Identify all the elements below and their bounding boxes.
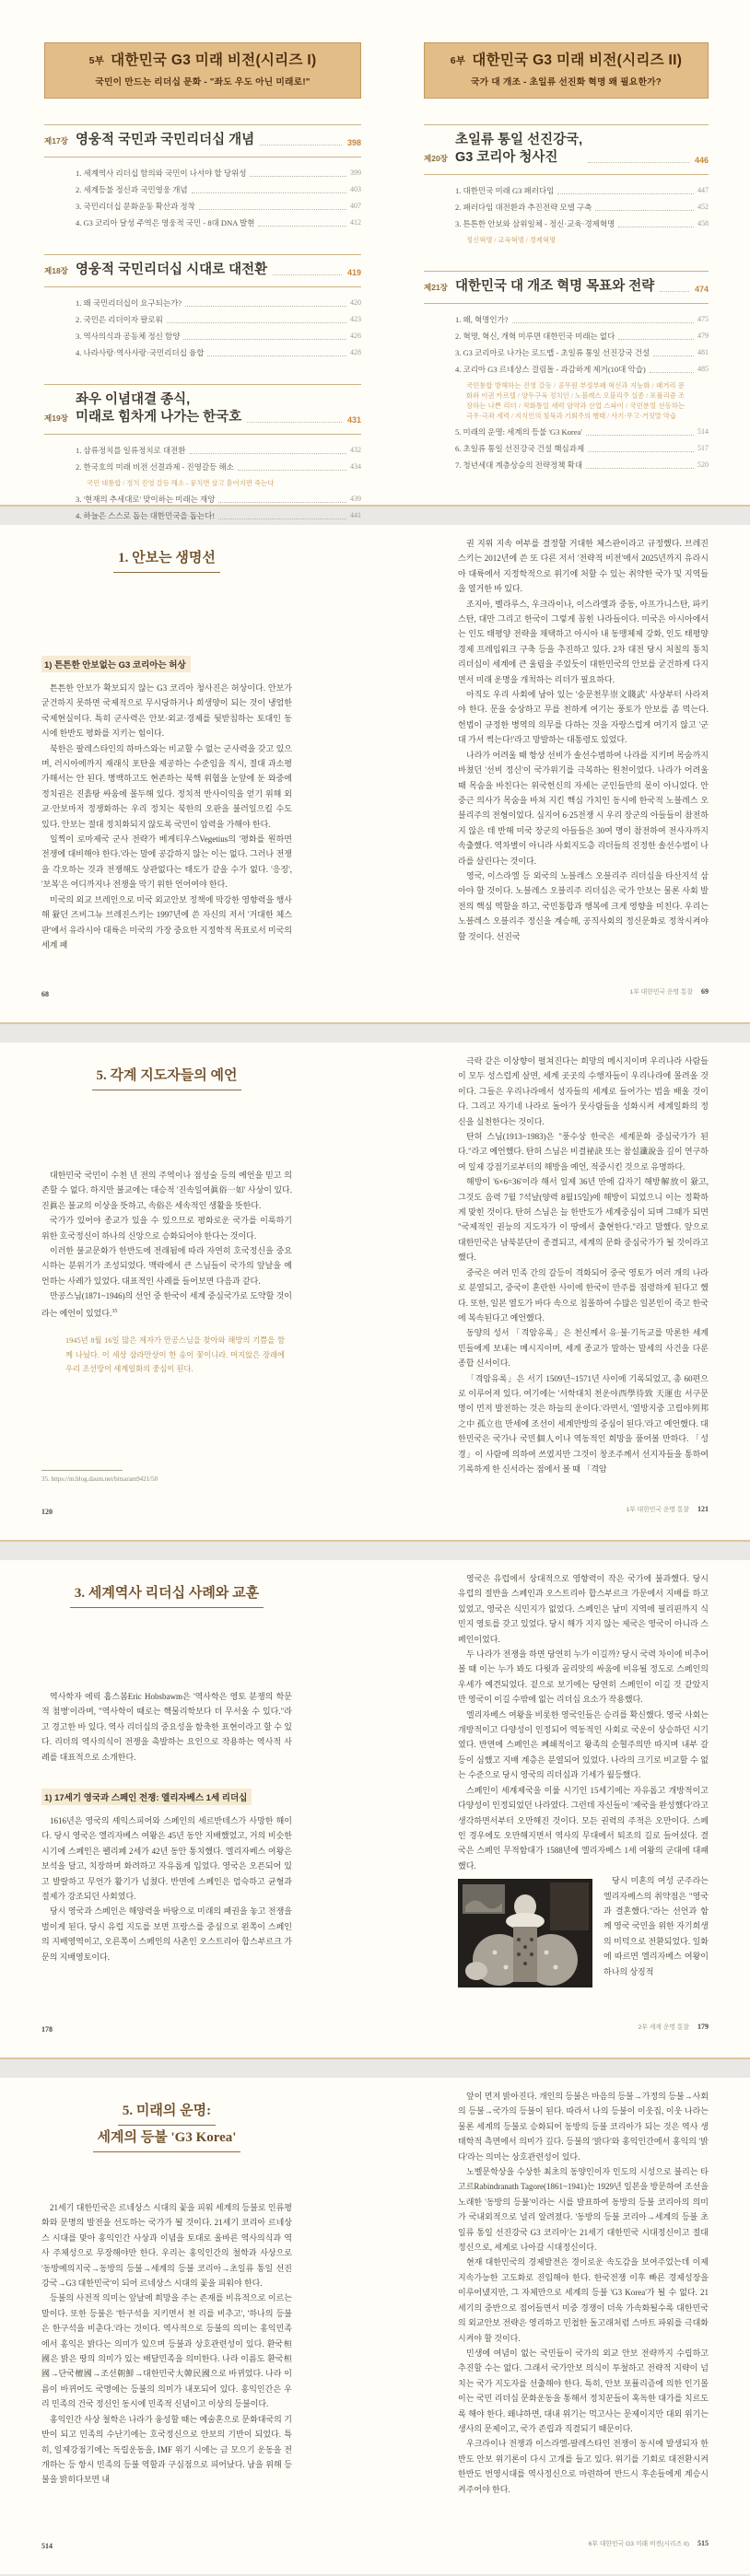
section-title: 1. 안보는 생명선 <box>41 549 292 573</box>
toc-item: 3. 튼튼한 안보와 삼위일체 - 정신·교육·경제혁명 458 <box>455 219 709 228</box>
chapter-17-items <box>76 168 361 228</box>
body-paragraph: 해방이 '6×6=36'이라 해서 일제 36년 만에 갑자기 해방解放이 왔고, 그것도 음력 7월 7석날(양력 8월15일)에 해방이 되었으니 이는 정확하게 맞힌 것이다. 탄허 스님은 늘 한반도가 세계중심이 되며 그때가 되면 "국제적인 권능의 지도자가 이 땅에서 출현한다."라고 말했다. 앞으로 대한민국은 남북분단이 종결되고, 세계의 문화 중심국가가 될 것이라고 했다. <box>458 1177 709 1263</box>
chapter-21-block <box>424 271 709 471</box>
dot-leader <box>512 322 694 323</box>
body-paragraph: 북한은 팔레스타인의 하마스와는 비교할 수 없는 군사력을 갖고 있으며, 러시아에까지 재래식 포탄을 제공하는 수준임을 직시, 절대 과소평가해서는 안 된다. 명백하고도 현존하는 북핵 위협을 눈앞에 둔 와중에 정치권은 진흙탕 싸움에 몰두해 있다. 정치적 반사이익을 얻기 위해 외교·안보마저 정쟁화하는 우리 정치는 북한의 오판을 불러일으킬 수도 있다. 안보는 절대 정치화되지 않도록 국민이 압력을 가해야 한다. <box>41 743 292 829</box>
dot-leader <box>586 468 694 469</box>
part-5-title-row <box>49 52 357 69</box>
page-number: 179 <box>697 2022 709 2031</box>
part-number: 6부 <box>450 55 466 66</box>
dot-leader <box>588 162 689 163</box>
toc-item: 4. 나라사랑·역사사랑·국민리더십 융합 428 <box>76 348 361 357</box>
dot-leader <box>260 145 342 146</box>
footer-label: 6부 대한민국 G3 미래 비전(시리즈 II) <box>588 2541 689 2547</box>
chapter-21-heading <box>424 271 709 304</box>
body-paragraph: 당시 미혼의 여성 군주라는 엘리자베스의 취약점은 "영국과 결혼했다."라는 선언과 함께 영국 국민을 위한 자기희생의 미덕으로 전환되었다. 일화에 따르면 엘리자베스 여왕이 하나의 상징적 <box>604 1876 709 1976</box>
elizabeth-portrait-image <box>458 1879 592 1987</box>
body-paragraph: 「격암유록」은 서기 1509년~1571년 사이에 기록되었고, 총 60편으로 이루어져 있다. 여기에는 '서학대치 천운야西學待致 天運也 서구문명이 먼저 발전하는 것은 하늘의 운이다.'라면서, '열방지중 고립야列邦之中 孤立也 만세에 조선이 세계만방의 중심이 된다.'라고 예언했다. 대한민국은 국가나 국민個人이나 역동적인 희망을 품어볼 만하다. 「성경」이 사람에 의하여 쓰였지만 그것이 창조주께서 선지자들을 통하여 기록하게 한 신서라는 점에서 볼 때 「격암 <box>458 1373 709 1474</box>
chapter-18-items <box>76 297 361 358</box>
page-69 <box>375 525 750 1022</box>
chapter-title: 영웅적 국민리더십 시대로 대전환 <box>76 262 268 277</box>
subsection-heading: 1) 17세기 영국과 스페인 전쟁: 엘리자베스 1세 리더십 <box>41 1789 252 1805</box>
chapter-title: 영웅적 국민과 국민리더십 개념 <box>76 133 255 147</box>
body-spread-178-179 <box>0 1560 750 2059</box>
body-paragraph: 극락 같은 이상향이 펼쳐진다는 희망의 메시지이며 우리나라 사람들이 모두 성스럽게 살면, 세계 곳곳의 수행자들이 우리나라에 몰려올 것이다. 그들은 우리나라에서 성자들의 세계로 들어가는 법을 배울 것이다. 그리고 자기네 나라로 돌아가 뭇사람들을 성화시켜 세계일화의 정신을 실천한다는 것이다. <box>458 1056 709 1126</box>
body-paragraph: 등불의 사전적 의미는 앞날에 희망을 주는 존재를 비유적으로 이르는 말이다. 또한 등불은 '한구석을 지키면서 천 리를 비추고', '하나의 등불은 한구석을 비춘다.'라는 것이다. 역사적으로 등불의 의미는 홍익민족에서 홍익은 밝다는 의미가 있으며 등불과 상호관련성이 있다. 환국桓國은 밝은 땅의 의미가 있는 배달민족을 의미한다. 나라 이름도 환국桓國→단국檀國→조선朝鮮→대한민국大韓民國으로 바뀌었다. 나라 이름이 바뀌어도 국명에는 등불의 의미가 내포되어 있다. 홍익인간은 우리 민족의 건국 정신인 동시에 민족적 신념이고 이상의 등불이다. <box>41 2293 292 2409</box>
subsection-heading: 1) 튼튼한 안보없는 G3 코리아는 허상 <box>41 656 191 672</box>
body-paragraph: 만공스님(1871~1946)의 선언 중 한국이 세계 중심국가로 도약할 것이라는 예언이 있었다.$^{35}$ <box>41 1291 292 1318</box>
body-paragraph: 민생에 여념이 없는 국민들이 국가의 외교 안보 전략까지 수립하고 추진할 수는 없다. 그래서 국가안보 의식이 투철하고 전략적 지략이 넘치는 국가 지도자를 선출해야 한다. 특히, 안보 포퓰리즘에 의한 인기몰이는 국민 리더십 문화운동을 통해서 정치꾼들이 혹독한 대가를 치르도록 해야 한다. 왜냐하면, 대내 위기는 먹고사는 문제이지만 대외 위기는 생사의 문제이고, 국가 존립과 직결되기 때문이다. <box>458 2348 709 2433</box>
dot-leader <box>185 306 346 307</box>
body-paragraph: 앞이 먼저 밝아진다. 개인의 등불은 마음의 등불→가정의 등불→사회의 등불→국가의 등불이 된다. 따라서 나의 등불이 이웃집, 이웃 나라는 물론 세계의 등불로 승화되어 동방의 등불 코리아가 되는 것은 역사 생태학적 측면에서 의미가 깊다. 등불의 '밝다'와 홍익인간에서 홍익의 '밝다'라는 의미는 상호관련성이 있다. <box>458 2092 709 2162</box>
chapter-18-heading <box>44 254 361 287</box>
page-footer <box>629 982 709 998</box>
chapter-18-block <box>44 254 361 358</box>
part-6-title-row <box>428 52 704 69</box>
body-paragraph: 조지아, 벨라루스, 우크라이나, 이스라엘과 중동, 아프가니스탄, 파키스탄, 대만 그리고 한국이 그렇게 꼽힌 나라들이다. 미국은 아시아에서는 인도 태평양 전략을 채택하고 아시아 내 동맹체제 강화, 인도 태평양 경제 프레임워크 구축 등을 추진하고 있다. 2차 대전 당시 처칠의 통치 리더십이 세계에 큰 울림을 주었듯이 대한민국의 안보를 굳건하게 다지면서 미래 운명을 개척하는 리더가 필요하다. <box>458 599 709 684</box>
body-paragraph: 권 지위 지속 여부를 결정할 거대한 체스판이라고 규정했다. 브레진스키는 2012년에 쓴 또 다른 저서 '전략적 비전'에서 2025년까지 유라시아 대륙에서 지정학적으로 위기에 처할 수 있는 취약한 국가 및 지역들을 열거한 바 있다. <box>458 539 709 594</box>
body-paragraph: 아직도 우리 사회에 남아 있는 '숭문천무崇文賤武' 사상부터 사라져야 한다. 문을 숭상하고 무를 천하게 여기는 풍토가 안보를 좀 먹는다. 헌법이 규정한 병역의 의무를 다하는 것을 자랑스럽게 여기지 않고 '군대 가서 썩는다!'라고 망발하는 대통령도 있었다. <box>458 690 709 745</box>
body-paragraph: 노벨문학상을 수상한 최초의 동양인이자 인도의 시성으로 불리는 타고르Rabindranath Tagore(1861~1941)는 1929년 일본을 방문하여 조선을 노래한 '동방의 등불'이라는 시를 발표하여 동방의 등불 코리아의 의미가 국내외적으로 널리 알려졌다. '동방의 등불 코리아→세계의 등불 초일류 통일 선진강국 G3 코리아'는 21세기 대한민국 시대정신이고 절대정신으로, 세계로 나아갈 시대정신이다. <box>458 2167 709 2253</box>
dot-leader <box>273 274 342 275</box>
page-number: 120 <box>41 1508 53 1516</box>
page-515 <box>375 2078 750 2574</box>
body-paragraph: 당시 영국과 스페인은 해양력을 바탕으로 미래의 패권을 놓고 전쟁을 벌이게 된다. 당시 유럽 지도를 보면 프랑스를 중심으로 왼쪽이 스페인의 지배영역이고, 오른쪽이 스페인의 사촌인 오스트리아 합스부르크 가문의 지배영토이다. <box>41 1906 292 1962</box>
part-number: 5부 <box>88 55 105 66</box>
body-paragraph: 튼튼한 안보가 확보되지 않는 G3 코리아 청사진은 허상이다. 안보가 굳건하지 못하면 국제적으로 무시당하거나 희생양이 되는 것이 냉엄한 국제현실이다. 특히 군사력은 안보·외교·경제를 뒷받침하는 토대인 동시에 한반도 평화를 지키는 힘이다. <box>41 683 292 739</box>
toc-item: 5. 미래의 운명: 세계의 등불 'G3 Korea' 514 <box>455 427 709 437</box>
dot-leader <box>586 435 694 436</box>
toc-item: 3. 역사의식과 공동체 정신 함양 426 <box>76 332 361 341</box>
page-178 <box>0 1560 375 2057</box>
body-paragraph: 영국, 이스라엘 등 외국의 노블레스 오블리주 리더십을 타산지석 삼아야 할 것이다. 노블레스 오블리주 리더십은 국가 안보는 물론 사회 발전의 핵심 역할을 하고, 국민통합과 행복에 크게 영향을 미친다. 우리는 노블레스 오블리주 정신을 계승해, 공직사회의 정신문화로 정착시켜야 할 것이다. 선진국 <box>458 870 709 941</box>
dot-leader <box>190 453 347 454</box>
toc-item-note: 국민 대통합 / 정치 진영 갈등 해소 - 뭉치면 살고 흩어지면 죽는다 <box>87 479 275 487</box>
toc-page-right <box>375 0 750 505</box>
chapter-number: 제17장 <box>44 136 68 146</box>
section-title: 5. 미래의 운명: 세계의 등불 'G3 Korea' <box>41 2102 292 2152</box>
chapter-20-items <box>455 185 709 245</box>
body-paragraph: 중국은 여러 민족 간의 갈등이 격화되어 중국 영토가 여러 개의 나라로 분열되고, 중국이 혼란한 사이에 한국이 만주를 점령하게 된다고 했다. 또한, 일본 열도가 바다 속으로 침몰하여 수많은 일본인이 죽고 한국에 복속된다고 예언했다. <box>458 1267 709 1323</box>
body-paragraph: 영국은 유럽에서 상대적으로 영향력이 작은 국가에 불과했다. 당시 유럽의 절반을 스페인과 오스트리아 합스부르크 가문에서 지배를 하고 있었고, 영국은 식민지가 없었다. 스페인은 남미 지역에 필리핀까지 식민지 영토를 갖고 있었다. 당시 해가 지지 않는 제국은 영국이 아니라 스페인이었다. <box>458 1574 709 1644</box>
body-paragraph: 국가가 있어야 종교가 있을 수 있으므로 평화로운 국가를 이룩하기 위한 호국정신이 하나의 신앙으로 승화되어야 한다는 것이다. <box>41 1216 292 1241</box>
dot-leader <box>218 502 346 503</box>
chapter-page-number: 446 <box>694 156 709 165</box>
body-spread-68-69 <box>0 525 750 1024</box>
body-spread-514-515 <box>0 2078 750 2574</box>
chapter-title: 초일류 통일 선진강국, G3 코리아 청사진 <box>455 133 583 165</box>
page-footer <box>589 2534 709 2550</box>
footnote-rule <box>41 1470 123 1471</box>
chapter-19-block <box>44 384 361 521</box>
chapter-20-block <box>424 124 709 245</box>
dot-leader <box>618 339 694 340</box>
body-paragraph: 나라가 어려울 때 항상 선비가 솔선수범하여 나라를 지키며 목숨까지 바쳤던 '선비 정신'이 국가위기를 극복하는 원천이었다. 나라가 어려울 때 목숨을 바친다는 위국헌신의 자세는 군인들만의 몫이 아니었다. 안중근 의사가 목숨을 바쳐 지킨 핵심 가치인 동시에 한국적 노블레스 오블리주의 전형이었다. 심지어 6·25전쟁 시 우리 장군의 아들들이 참전하지 않은 데 반해 미국 장군의 아들들은 30여 명이 참전하여 전사자까지 속출했다. 역차별이 아니라 사회지도층 리더들의 진정한 솔선수범이 나라를 살린다는 것이다. <box>458 750 709 866</box>
page-number: 69 <box>701 987 709 996</box>
toc-item: 2. 세계등불 정신과 국민영웅 개념 403 <box>76 185 361 194</box>
toc-item: 3. '현재의 추세대로' 맞이하는 미래는 재앙 439 <box>76 495 361 504</box>
toc-item: 1. 삼류정치를 일류정치로 대전환 432 <box>76 446 361 455</box>
part-subtitle: 국가 대 개조 - 초일류 선진화 혁명 왜 필요한가? <box>471 77 662 87</box>
toc-item: 2. 패러다임 대전환과 추진전략 모델 구축 452 <box>455 203 709 212</box>
page-68 <box>0 525 375 1022</box>
body-paragraph: 이러한 불교문화가 한반도에 전래됨에 따라 자연히 호국정신을 중요시하는 분위기가 조성되었다. 맥락에서 큰 스님들이 국가의 앞날을 예언하는 사례가 있었다. 대표적인 사례를 들어보면 다음과 같다. <box>41 1246 292 1286</box>
chapter-page-number: 398 <box>346 138 361 147</box>
dot-leader <box>258 226 346 227</box>
toc-item: 4. G3 코리아 달성 주역은 영웅적 국민 - 8대 DNA 발현 412 <box>76 218 361 227</box>
body-paragraph: 우크라이나 전쟁과 이스라엘-팔레스타인 전쟁이 동시에 발생되자 한반도 안보 위기론이 다시 고개를 들고 있다. 위기를 기회로 대전환시켜 한반도 번영시대를 역사정신으로 마련하여 반드시 후손들에게 계승시켜주어야 한다. <box>458 2439 709 2494</box>
dot-leader <box>595 210 694 211</box>
body-paragraph: 엘리자베스 여왕을 비롯한 영국인들은 승리를 확신했다. 영국 사회는 개방적이고 다양성이 인정되어 역동적인 사회로 국운이 상승하던 시기였다. 반면에 스페인은 폐쇄적이고 왕족의 순혈주의만 따지며 내부 갈등이 심했고 지배 계층은 분열되어 있었다. 나라의 크기로 비교할 수 없는 수준으로 당시 영국의 리더십과 기세가 월등했다. <box>458 1709 709 1780</box>
chapter-page-number: 431 <box>346 415 361 425</box>
toc-item: 3. 국민리더십 문화운동 확산과 정착 407 <box>76 202 361 211</box>
page-number: 178 <box>41 2025 53 2034</box>
part-subtitle: 국민이 만드는 리더십 문화 - "좌도 우도 아닌 미래로!" <box>95 77 311 87</box>
toc-item-note: 정신혁명 / 교육혁명 / 경제혁명 <box>466 236 557 244</box>
footnote: 35. https://m.blog.daum.net/bitsaram9421/50 <box>41 1470 158 1483</box>
part-title: 대한민국 G3 미래 비전(시리즈 I) <box>111 52 317 68</box>
toc-page-left <box>0 0 375 520</box>
toc-item: 4. 하늘은 스스로 돕는 대한민국을 돕는다! 441 <box>76 511 361 520</box>
chapter-number: 제20장 <box>424 154 448 163</box>
part-6-header <box>424 42 709 99</box>
footer-label: 1부 대한민국 운명 통찰 <box>629 989 693 996</box>
dot-leader <box>183 339 346 340</box>
body-paragraph: 홍익인간 사상 철학은 나라가 융성할 때는 예술혼으로 문화대국의 기반이 되고 민족의 수난기에는 호국정신으로 안보의 기반이 되었다. 특히, 일제강점기에는 독립운동을, IMF 위기 시에는 금 모으기 운동을 전개하는 등 항시 민족의 등불 역할과 구심점으로 피어났다. 남을 위해 등불을 밝히다보면 내 <box>41 2414 292 2485</box>
body-spread-120-121 <box>0 1043 750 1542</box>
body-paragraph: 현재 대한민국의 경제발전은 경이로운 속도감을 보여주었는데 이제 지속가능한 고도화로 진입해야 한다. 한국전쟁 이후 빠른 경제성장을 이루어냈지만, 그 자체만으로 세계의 등불 'G3 Korea'가 될 수 없다. 21세기의 중반으로 접어들면서 미중 경쟁이 더욱 가속화될수록 대한민국의 외교안보 전략은 영리하고 민첩한 돌고래처럼 스마트 파워를 극대화시켜야 할 것이다. <box>458 2257 709 2343</box>
page-footer <box>626 1499 709 1516</box>
footer-label: 1부 대한민국 운명 통찰 <box>626 1507 689 1513</box>
page-footer <box>639 2017 709 2034</box>
chapter-page-number: 419 <box>346 268 361 277</box>
body-paragraph: 대한민국 국민이 수천 년 전의 주역이나 점성술 등의 예언을 믿고 의존할 수 없다. 하지만 불교에는 대승적 '진속일여眞俗一如' 사상이 있다. 진眞은 불교의 이상을 뜻하고, 속俗은 세속적인 생활을 뜻한다. <box>41 1171 292 1210</box>
page-514 <box>0 2078 375 2574</box>
body-paragraph: 21세기 대한민국은 르네상스 시대의 꽃을 피워 세계의 등불로 인류평화와 문명의 발전을 선도하는 국가가 될 것이다. 21세기 코리아 르네상스 시대를 맞아 홍익인간 사상과 이념을 토대로 올바른 역사의식과 역사 주체성으로 무장해야만 한다. 우리는 홍익인간의 철학과 사상으로 '동방예의지국→동방의 등불→세계의 등불 코리아→초일류 통일 선진강국→G3 대한민국'이 되어 르네상스 시대의 꽃을 피워야 한다. <box>41 2203 292 2289</box>
page-number: 68 <box>41 990 49 998</box>
chapter-number: 제18장 <box>44 266 68 275</box>
chapter-21-items <box>455 314 709 471</box>
toc-item: 1. 대한민국 미래 G3 패러다임 447 <box>455 186 709 195</box>
chapter-17-block <box>44 124 361 228</box>
toc-item: 1. 세계역사 리더십 함의와 국민이 나서야 할 당위성 399 <box>76 169 361 178</box>
pull-quote: 1945년 8월 16일 많은 제자가 만공스님을 찾아와 해방의 기쁨을 함께 나눴다. 이 세상 삼라만상이 한 송이 꽃이니라. 머지않은 장래에 우리 조선땅이 세계일화의 중심이 된다. <box>65 1336 285 1374</box>
chapter-page-number: 474 <box>694 285 709 294</box>
body-paragraph: 1616년은 영국의 셰익스피어와 스페인의 세르반테스가 사망한 해이다. 당시 영국은 엘리자베스 여왕은 45년 동안 지배했었고, 거의 비슷한 시기에 스페인은 펠리페 2세가 42년 동안 통치했다. 엘리자베스 여왕은 보석을 달고, 치장하며 화려하고 자유롭게 입었다. 영국은 오픈되어 있고 발랄하고 무언가 활기가 넘쳤다. 반면에 스페인은 엄숙하고 균형과 절제가 강조되던 사회였다. <box>41 1816 292 1902</box>
toc-item-note: 국민통합 방해하는 진영 갈등 / 공무원 부정부패 혁신과 지능화 / 패거리 문화와 이권 카르텔 / 양두구육 정치인 / 노블레스 오블리주 실종 / 포퓰리즘 조장하는 나쁜 리더 / 적화통일 세력 암약과 산업 스파이 / 국민분열 선동하는 극우·극좌 세력 / 지식인의 침묵과 기회주의 행태 / 사기·무고·거짓말 악습 <box>466 381 685 420</box>
toc-item: 6. 초일류 통일 선진강국 건설 핵심과제 517 <box>455 444 709 453</box>
page-179 <box>375 1560 750 2057</box>
body-paragraph: 두 나라가 전쟁을 하면 당연히 누가 이길까? 당시 국력 차이에 비추어 볼 때 이는 누가 봐도 다윗과 골리앗의 싸움에 비유될 정도로 스페인의 우세가 예견되었다. 겉으로 보기에는 당연히 스페인이 이길 것 같았지만 영국이 이길 수밖에 없는 리더십 요소가 작용했다. <box>458 1649 709 1705</box>
dot-leader <box>167 322 346 323</box>
toc-item: 1. 왜 국민리더십이 요구되는가? 420 <box>76 298 361 308</box>
body-paragraph: 스페인이 세계제국을 이룰 시기인 15세기에는 자유롭고 개방적이고 다양성이 인정되었던 나라였다. 그런데 자신들이 '제국을 완성했다'라고 생각하면서부터 오만해진 것이다. 모든 권력의 주적은 오만이다. 스페인 경우에도 오만해지면서 역사의 무대에서 퇴조의 길로 들어섰다. 결국은 스페인 무적함대가 1588년에 엘리자베스 1세 여왕의 군대에 대패했다. <box>458 1785 709 1871</box>
chapter-title: 좌우 이념대결 종식, 미래로 힘차게 나가는 한국호 <box>76 392 242 425</box>
part-title: 대한민국 G3 미래 비전(시리즈 II) <box>472 52 683 68</box>
page-number: 514 <box>41 2542 53 2550</box>
section-title: 5. 각계 지도자들의 예언 <box>41 1067 292 1090</box>
dot-leader <box>557 193 694 194</box>
body-paragraph: 역사학자 에릭 홉스봄Eric Hobsbawm은 '역사학은 영토 분쟁의 학문적 첨병'이라며, "역사학이 때로는 핵물리학보다 더 무서울 수 있다."라고 경고한 바 있다. 역사 리더십의 중요성을 함축한 표현이라고 할 수 있다. 리더의 역사의식이 전쟁을 촉발하는 요인으로 작용하는 역사적 사례를 대표적으로 소개한다. <box>41 1692 292 1762</box>
part-5-header <box>44 42 361 99</box>
spacer <box>41 1765 292 1789</box>
chapter-19-items <box>76 445 361 521</box>
page-121 <box>375 1043 750 1540</box>
footer-label: 2부 세계 운명 통찰 <box>638 2024 689 2031</box>
chapter-19-heading <box>44 384 361 435</box>
toc-item: 7. 청년세대 계층상승의 전략정책 확대 520 <box>455 460 709 470</box>
toc-item: 2. 한국호의 미래 비전 선결과제 - 진영갈등 해소 434 <box>76 462 361 472</box>
chapter-17-heading <box>44 124 361 157</box>
dot-leader <box>650 372 694 373</box>
body-paragraph: 동양의 성서 「격암유록」은 천신께서 유·불·기독교를 막론한 세계민들에게 보내는 메시지이며, 세계 종교가 말하는 말세의 사건을 다룬 종합 신서이다. <box>458 1328 709 1369</box>
body-paragraph: 일찍이 로마제국 군사 전략가 베게티우스Vegetius의 '평화를 원하면 전쟁에 대비해야 한다.'라는 말에 공감하지 않는 이는 없다. 그러나 전쟁을 각오하는 것과 전쟁해도 상관없다는 태도가 같을 수가 없다. '응징', '보복'은 어디까지나 전쟁을 막기 위한 언어여야 한다. <box>41 834 292 890</box>
body-paragraph: 미국의 외교 브레인으로 미국 외교안보 정책에 막강한 영향력을 행사해 왔던 즈비그뉴 브레진스키는 1997년에 쓴 자신의 저서 '거대한 체스판'에서 유라시아 대륙은 미국의 가장 중요한 지정학적 목표로서 미국의 세계 패 <box>41 894 292 950</box>
toc-item: 2. 혁명, 혁신, 개혁 미루면 대한민국 미래는 없다 479 <box>455 332 709 341</box>
toc-item: 2. 국민은 리더이자 팔로워 423 <box>76 315 361 324</box>
chapter-title: 대한민국 대 개조 혁명 목표와 전략 <box>455 279 655 294</box>
chapter-number: 제19장 <box>44 414 68 423</box>
dot-leader <box>238 470 346 471</box>
page-number: 515 <box>697 2539 709 2547</box>
chapter-number: 제21장 <box>424 283 448 292</box>
dot-leader <box>250 176 346 177</box>
body-paragraph: 탄허 스님(1913~1983)은 "풍수상 한국은 세계문화 중심국가가 된다."라고 예언했다. 탄허 스님은 비결祕訣 또는 참설讖說을 깊이 연구하여 일제 강점기로부터의 해방을 예언, 적중시킨 것으로 유명하다. <box>458 1132 709 1171</box>
toc-spread <box>0 0 750 520</box>
toc-item: 4. 코리아 G3 르네상스 걸림돌 - 과감하게 제거(10대 악습) 485 <box>455 365 709 374</box>
dot-leader <box>660 291 689 292</box>
page-120 <box>0 1043 375 1540</box>
page-number: 121 <box>697 1505 709 1513</box>
dot-leader <box>192 192 346 193</box>
footnote-reference: 35 <box>111 1308 118 1314</box>
toc-item: 1. 왜, 혁명인가? 475 <box>455 315 709 324</box>
dot-leader <box>247 422 342 423</box>
dot-leader <box>199 209 346 210</box>
toc-item: 3. G3 코리아로 나가는 로드맵 - 초일류 통일 선진강국 건설 481 <box>455 348 709 357</box>
dot-leader <box>588 451 694 452</box>
chapter-20-heading <box>424 124 709 175</box>
section-title: 3. 세계역사 리더십 사례와 교훈 <box>41 1584 292 1608</box>
